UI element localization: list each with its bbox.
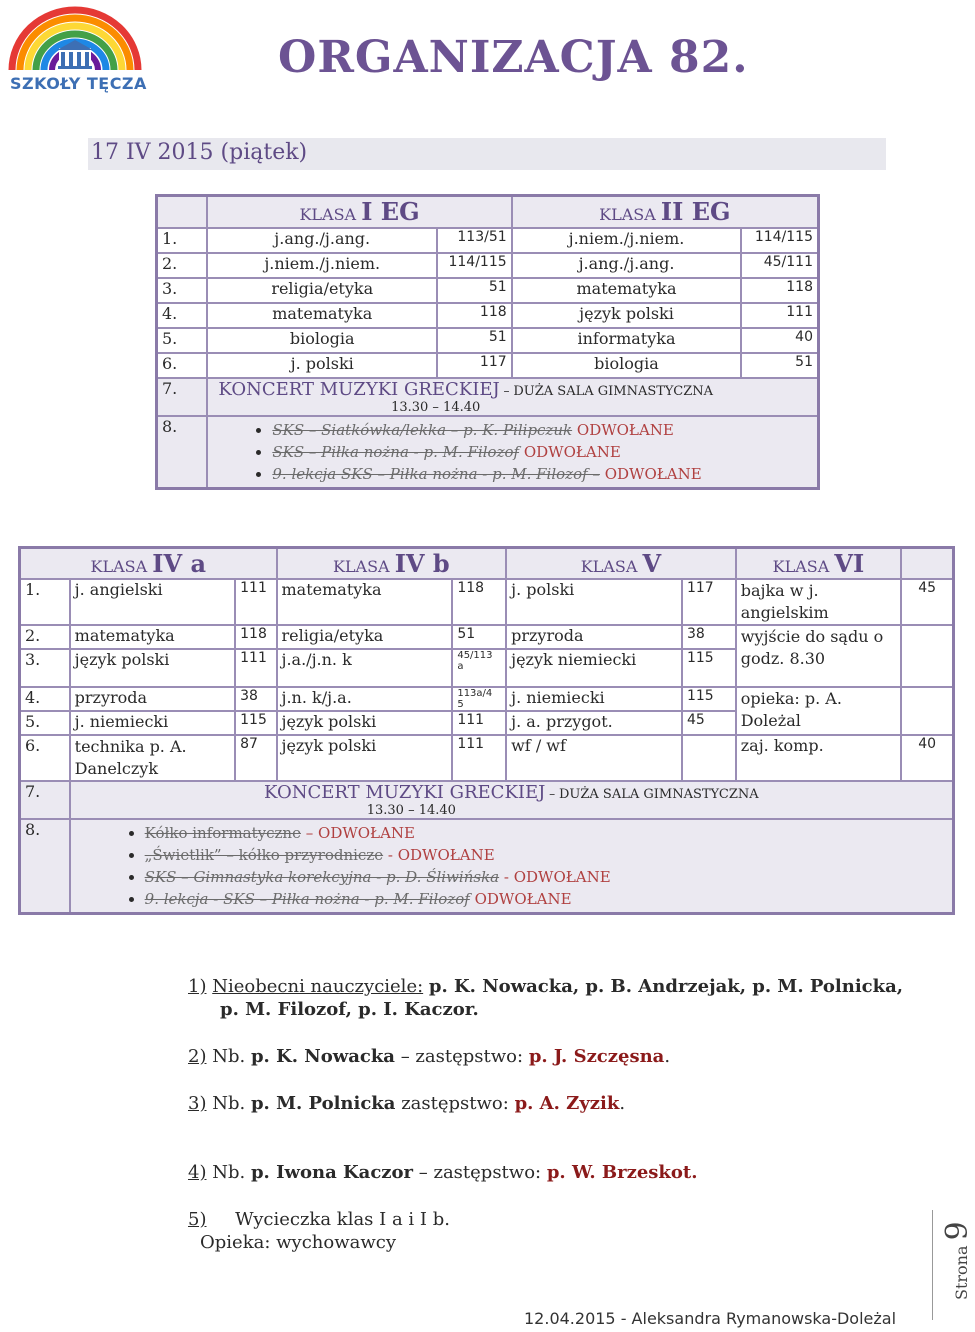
subject: j.ang./j.ang.: [512, 253, 742, 278]
class-header: KLASA IV a: [20, 548, 277, 580]
table-row: [20, 579, 954, 625]
subject: matematyka: [512, 278, 742, 303]
note-item: 5) Wycieczka klas I a i I b.: [188, 1209, 450, 1230]
concert-row: [20, 781, 954, 819]
room: 111: [741, 303, 818, 328]
list-item: • 9. lekcja SKS – Piłka nożna - p. M. Filozof – ODWOŁANE: [272, 463, 813, 485]
subject: zaj. komp.: [736, 735, 901, 781]
room: 118: [235, 625, 276, 649]
concert-row: [157, 378, 819, 416]
subject: język polski: [277, 735, 453, 781]
note-item-continued: p. M. Filozof, p. I. Kaczor.: [220, 999, 479, 1020]
subject: j.a./j.n. k: [277, 649, 453, 687]
room: 45/111: [741, 253, 818, 278]
subject: religia/etyka: [277, 625, 453, 649]
subject: informatyka: [512, 328, 742, 353]
table-header-row: [20, 548, 954, 580]
class-header: KLASA VI: [736, 548, 901, 580]
page-divider: [932, 1210, 933, 1320]
lesson-number: 8.: [157, 416, 208, 489]
subject: język polski: [70, 649, 235, 687]
note-item: 4) Nb. p. Iwona Kaczor – zastępstwo: p. W. Brzeskot.: [188, 1162, 698, 1183]
note-item-continued: Opieka: wychowawcy: [200, 1232, 396, 1253]
concert-cell: [70, 781, 954, 819]
notes-section: [188, 975, 903, 1254]
activities-cell: [207, 416, 818, 489]
room: 45: [682, 711, 736, 735]
subject: biologia: [207, 328, 437, 353]
subject: język polski: [277, 711, 453, 735]
lesson-number: 5.: [20, 711, 70, 735]
concert-time: 13.30 – 14.40: [391, 400, 481, 415]
activities-list: [162, 419, 813, 485]
subject: matematyka: [207, 303, 437, 328]
list-item: • 9. lekcja - SKS – Piłka nożna - p. M. Filozof ODWOŁANE: [145, 888, 948, 910]
subject: biologia: [512, 353, 742, 378]
list-item: • SKS – Siatkówka/lekka – p. K. Pilipczuk ODWOŁANE: [272, 419, 813, 441]
room: 40: [901, 735, 953, 781]
note-item: 2) Nb. p. K. Nowacka – zastępstwo: p. J. Szczęsna.: [188, 1046, 671, 1067]
table-row: [157, 228, 819, 253]
note-item: 1) Nieobecni nauczyciele: p. K. Nowacka, p. B. Andrzejak, p. M. Polnicka,: [188, 976, 904, 997]
extra-activities-row: [157, 416, 819, 489]
subject: technika p. A. Danelczyk: [70, 735, 235, 781]
table-row: [20, 735, 954, 781]
corner-cell: [157, 196, 208, 229]
class-header: KLASA V: [506, 548, 736, 580]
lesson-number: 4.: [157, 303, 208, 328]
lesson-number: 7.: [20, 781, 70, 819]
room: 118: [437, 303, 512, 328]
concert-title: KONCERT MUZYKI GRECKIEJ: [263, 782, 546, 803]
room: 115: [682, 687, 736, 711]
date-heading: 17 IV 2015 (piątek): [91, 140, 308, 165]
class-header: KLASA I EG: [207, 196, 511, 229]
room: [901, 687, 953, 735]
table-row: [20, 625, 954, 649]
subject: język polski: [512, 303, 742, 328]
extra-activities-row: [20, 819, 954, 914]
subject: religia/etyka: [207, 278, 437, 303]
room: 111: [235, 649, 276, 687]
class-header: KLASA II EG: [512, 196, 819, 229]
subject: j.n. k/j.a.: [277, 687, 453, 711]
list-item: • „Świetlik” – kółko przyrodnicze - ODWOŁANE: [145, 844, 948, 866]
empty-header: [901, 548, 953, 580]
table-row: [157, 303, 819, 328]
subject: j.niem./j.niem.: [512, 228, 742, 253]
subject: wyjście do sądu o godz. 8.30: [736, 625, 901, 687]
concert-dash: –: [545, 787, 559, 801]
subject: przyroda: [506, 625, 682, 649]
room: 114/115: [741, 228, 818, 253]
room: 118: [741, 278, 818, 303]
lesson-number: 2.: [20, 625, 70, 649]
table-header-row: [157, 196, 819, 229]
page-title: ORGANIZACJA 82.: [278, 32, 749, 83]
lesson-number: 6.: [20, 735, 70, 781]
room: 115: [682, 649, 736, 687]
lesson-number: 1.: [20, 579, 70, 625]
logo-text: SZKOŁY TĘCZA: [10, 74, 147, 93]
subject: matematyka: [277, 579, 453, 625]
room: 117: [437, 353, 512, 378]
activities-cell: [70, 819, 954, 914]
activities-list: [75, 822, 948, 910]
room: 51: [437, 278, 512, 303]
subject: bajka w j. angielskim: [736, 579, 901, 625]
room: 111: [452, 711, 506, 735]
list-item: • Kółko informatyczne – ODWOŁANE: [145, 822, 948, 844]
subject: wf / wf: [506, 735, 682, 781]
list-item: • SKS – Piłka nożna - p. M. Filozof ODWOŁANE: [272, 441, 813, 463]
list-item: • SKS – Gimnastyka korekcyjna - p. D. Śliwińska - ODWOŁANE: [145, 866, 948, 888]
room: 118: [452, 579, 506, 625]
room: 111: [235, 579, 276, 625]
concert-title: KONCERT MUZYKI GRECKIEJ: [218, 379, 500, 400]
lesson-number: 3.: [157, 278, 208, 303]
room: 38: [682, 625, 736, 649]
table-row: [157, 328, 819, 353]
subject: j.niem./j.niem.: [207, 253, 437, 278]
subject: matematyka: [70, 625, 235, 649]
lesson-number: 8.: [20, 819, 70, 914]
room: 51: [452, 625, 506, 649]
room: 114/115: [437, 253, 512, 278]
schedule-table-lower: [18, 546, 955, 915]
subject: język niemiecki: [506, 649, 682, 687]
room: 113/51: [437, 228, 512, 253]
room: [901, 625, 953, 687]
footer: 12.04.2015 - Aleksandra Rymanowska-Doleżal: [524, 1309, 897, 1328]
subject: j. angielski: [70, 579, 235, 625]
room: 51: [437, 328, 512, 353]
concert-dash: –: [499, 384, 514, 398]
subject: j. polski: [207, 353, 437, 378]
subject: j. polski: [506, 579, 682, 625]
lesson-number: 5.: [157, 328, 208, 353]
lesson-number: 3.: [20, 649, 70, 687]
room: 115: [235, 711, 276, 735]
table-row: [157, 353, 819, 378]
room: 117: [682, 579, 736, 625]
lesson-number: 2.: [157, 253, 208, 278]
subject: opieka: p. A. Doleżal: [736, 687, 901, 735]
concert-time: 13.30 – 14.40: [366, 803, 456, 818]
room: 45/113 a: [452, 649, 506, 687]
schedule-table-upper: [155, 194, 820, 490]
concert-place: DUŻA SALA GIMNASTYCZNA: [513, 384, 714, 399]
table-row: [157, 278, 819, 303]
lesson-number: 7.: [157, 378, 208, 416]
room: [682, 735, 736, 781]
concert-place: DUŻA SALA GIMNASTYCZNA: [559, 787, 759, 802]
subject: j. niemiecki: [70, 711, 235, 735]
concert-cell: [207, 378, 818, 416]
page-number: Strona 9: [940, 1221, 975, 1300]
subject: j.ang./j.ang.: [207, 228, 437, 253]
room: 40: [741, 328, 818, 353]
subject: j. niemiecki: [506, 687, 682, 711]
room: 87: [235, 735, 276, 781]
table-row: [20, 687, 954, 711]
room: 113a/4 5: [452, 687, 506, 711]
lesson-number: 4.: [20, 687, 70, 711]
subject: przyroda: [70, 687, 235, 711]
room: 111: [452, 735, 506, 781]
table-row: [157, 253, 819, 278]
lesson-number: 1.: [157, 228, 208, 253]
room: 45: [901, 579, 953, 625]
room: 38: [235, 687, 276, 711]
class-header: KLASA IV b: [277, 548, 507, 580]
note-item: 3) Nb. p. M. Polnicka zastępstwo: p. A. Zyzik.: [188, 1093, 626, 1114]
lesson-number: 6.: [157, 353, 208, 378]
room: 51: [741, 353, 818, 378]
subject: j. a. przygot.: [506, 711, 682, 735]
